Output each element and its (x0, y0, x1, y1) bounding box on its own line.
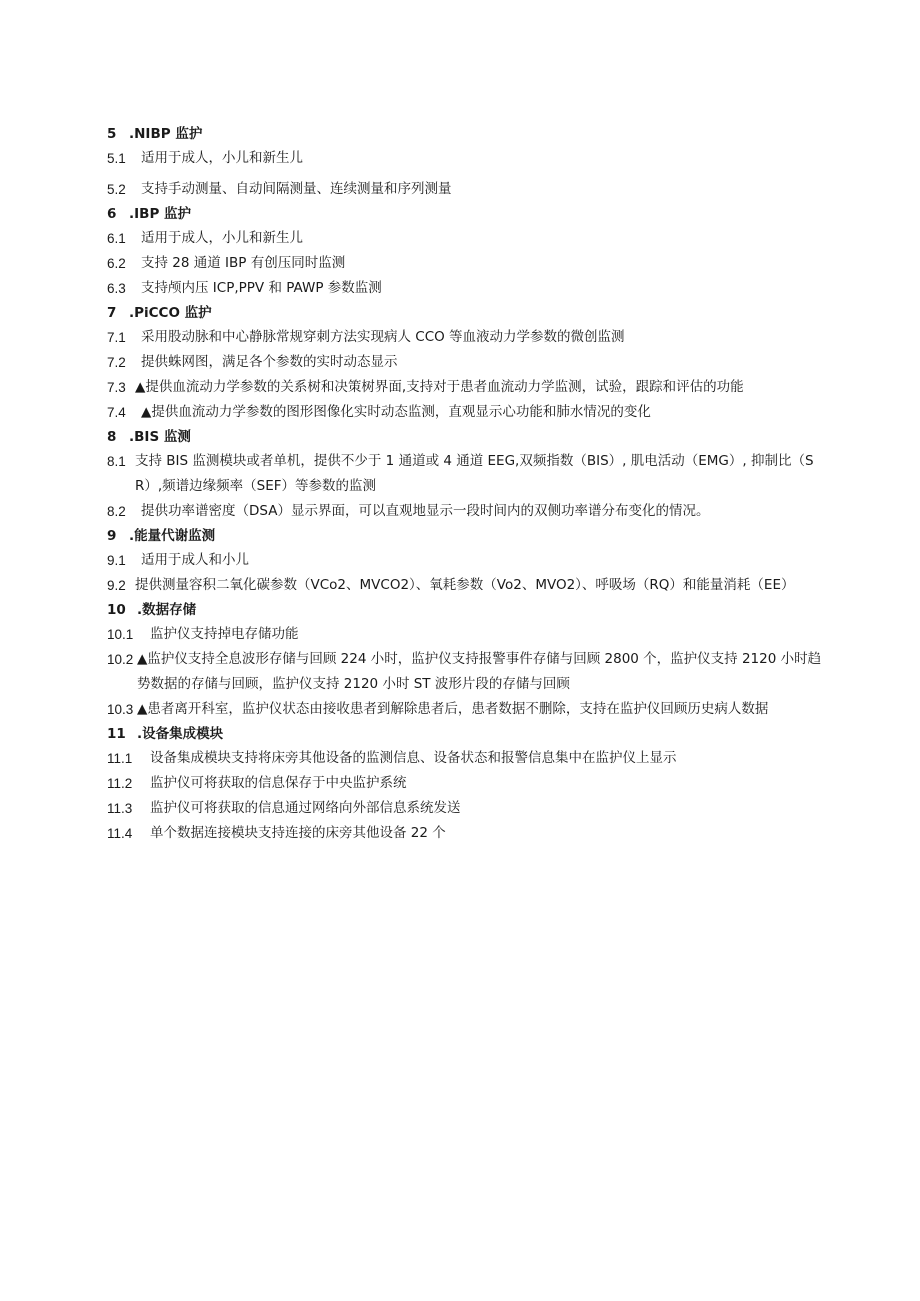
item-text: ▲监护仪支持全息波形存储与回顾 224 小时，监护仪支持报警事件存储与回顾 2800 个，监护仪支持 2120 小时趋势数据的存储与回顾，监护仪支持 2120 小时 ST 波形片段的存储与回顾 (137, 651, 822, 692)
list-item (107, 796, 827, 821)
item-text: 提供蛛网图，满足各个参数的实时动态显示 (141, 354, 398, 370)
item-text: 适用于成人，小儿和新生儿 (141, 230, 303, 246)
section-bis (107, 425, 827, 524)
item-number: 11.2 (107, 776, 133, 791)
section-heading (107, 425, 827, 449)
section-heading (107, 524, 827, 548)
list-item (107, 499, 827, 524)
list-item (107, 771, 827, 796)
item-text: 支持 BIS 监测模块或者单机，提供不少于 1 通道或 4 通道 EEG,双频指数（BIS）, 肌电活动（EMG）, 抑制比（SR）,频谱边缘频率（SEF）等参数的监测 (135, 453, 814, 494)
item-number: 7.3 (107, 380, 126, 395)
section-number: 10 (107, 602, 126, 618)
item-text: 适用于成人和小儿 (141, 552, 249, 568)
item-number: 10.1 (107, 627, 134, 642)
item-number: 11.3 (107, 801, 133, 816)
item-text: 提供功率谱密度（DSA）显示界面，可以直观地显示一段时间内的双侧功率谱分布变化的情况。 (141, 503, 710, 519)
item-text: ▲提供血流动力学参数的图形图像化实时动态监测，直观显示心功能和肺水情况的变化 (141, 404, 651, 420)
item-text: 监护仪支持掉电存储功能 (150, 626, 299, 642)
list-item (107, 177, 827, 202)
list-item (107, 276, 827, 301)
section-device-integration (107, 722, 827, 846)
item-text: 设备集成模块支持将床旁其他设备的监测信息、设备状态和报警信息集中在监护仪上显示 (150, 750, 677, 766)
item-number: 7.2 (107, 355, 126, 370)
section-heading (107, 301, 827, 325)
item-number: 9.1 (107, 553, 126, 568)
item-number: 8.2 (107, 504, 126, 519)
section-title: .能量代谢监测 (129, 528, 216, 544)
section-title: .PiCCO 监护 (129, 305, 212, 321)
item-number: 7.1 (107, 330, 126, 345)
item-text: 支持颅内压 ICP,PPV 和 PAWP 参数监测 (141, 280, 382, 296)
list-item (107, 251, 827, 276)
item-number: 6.2 (107, 256, 126, 271)
section-title: .IBP 监护 (129, 206, 192, 222)
list-item (107, 548, 827, 573)
section-energy-metabolism (107, 524, 827, 598)
item-text: 采用股动脉和中心静脉常规穿刺方法实现病人 CCO 等血液动力学参数的微创监测 (141, 329, 625, 345)
list-item (107, 226, 827, 251)
item-text: ▲提供血流动力学参数的关系树和决策树界面,支持对于患者血流动力学监测，试验，跟踪和评估的功能 (135, 379, 744, 395)
item-number: 10.3 (107, 702, 134, 717)
section-title: .NIBP 监护 (129, 126, 203, 142)
document-body (107, 122, 827, 846)
list-item (107, 647, 827, 697)
item-number: 8.1 (107, 454, 126, 469)
section-heading (107, 722, 827, 746)
item-number: 10.2 (107, 652, 134, 667)
list-item (107, 350, 827, 375)
section-heading (107, 122, 827, 146)
section-heading (107, 202, 827, 226)
section-number: 5 (107, 126, 117, 142)
item-number: 11.1 (107, 751, 133, 766)
list-item (107, 400, 827, 425)
item-number: 11.4 (107, 826, 133, 841)
item-number: 6.3 (107, 281, 126, 296)
section-ibp (107, 202, 827, 301)
section-title: .数据存储 (137, 602, 197, 618)
item-text: 监护仪可将获取的信息保存于中央监护系统 (150, 775, 407, 791)
section-number: 11 (107, 726, 126, 742)
list-item (107, 449, 827, 499)
list-item (107, 325, 827, 350)
section-picco (107, 301, 827, 425)
list-item (107, 146, 827, 171)
list-item (107, 821, 827, 846)
item-number: 7.4 (107, 405, 126, 420)
item-number: 6.1 (107, 231, 126, 246)
list-item (107, 375, 827, 400)
section-number: 6 (107, 206, 117, 222)
section-heading (107, 598, 827, 622)
item-number: 5.2 (107, 182, 126, 197)
item-text: 支持手动测量、自动间隔测量、连续测量和序列测量 (141, 181, 452, 197)
item-number: 5.1 (107, 151, 126, 166)
item-number: 9.2 (107, 578, 126, 593)
section-number: 9 (107, 528, 117, 544)
list-item (107, 697, 827, 722)
list-item (107, 746, 827, 771)
item-text: 提供测量容积二氧化碳参数（VCo2、MVCO2）、氧耗参数（Vo2、MVO2）、呼吸场（RQ）和能量消耗（EE） (135, 577, 795, 593)
item-text: 适用于成人，小儿和新生儿 (141, 150, 303, 166)
section-title: .BIS 监测 (129, 429, 191, 445)
section-data-storage (107, 598, 827, 722)
list-item (107, 573, 827, 598)
section-nibp (107, 122, 827, 202)
section-number: 8 (107, 429, 117, 445)
item-text: 监护仪可将获取的信息通过网络向外部信息系统发送 (150, 800, 461, 816)
item-text: 单个数据连接模块支持连接的床旁其他设备 22 个 (150, 825, 446, 841)
item-text: ▲患者离开科室，监护仪状态由接收患者到解除患者后，患者数据不删除，支持在监护仪回顾历史病人数据 (137, 701, 769, 717)
section-number: 7 (107, 305, 117, 321)
section-title: .设备集成模块 (137, 726, 224, 742)
item-text: 支持 28 通道 IBP 有创压同时监测 (141, 255, 346, 271)
list-item (107, 622, 827, 647)
